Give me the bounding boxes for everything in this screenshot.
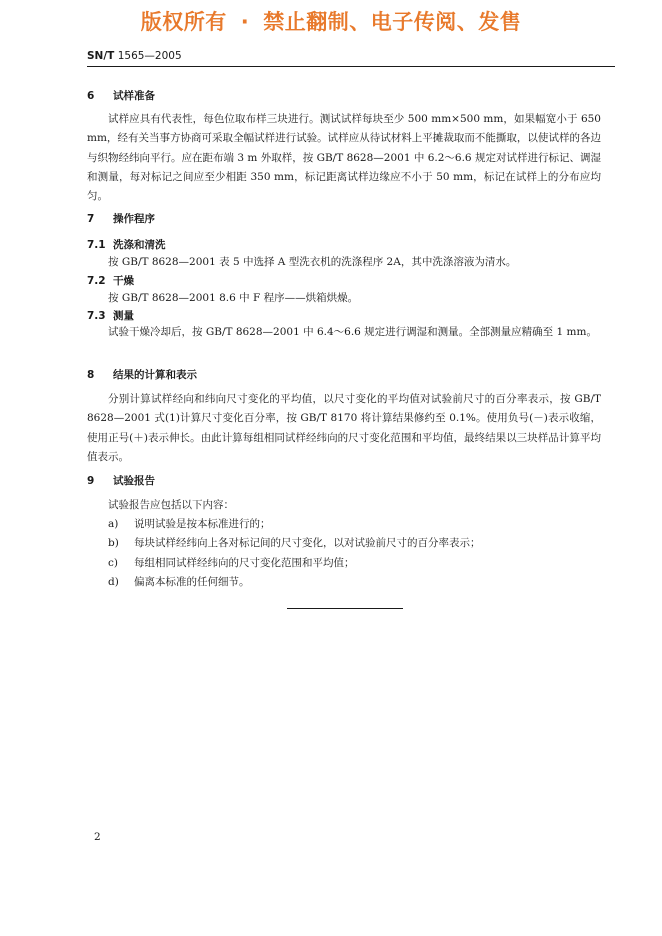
- section-number: 9: [87, 475, 95, 487]
- subsection-7-3-text: 试验干燥冷却后，按 GB/T 8628—2001 中 6.4～6.6 规定进行调湿和测量。全部测量应精确至 1 mm。: [108, 326, 597, 338]
- list-item-text: 说明试验是按本标准进行的；: [134, 518, 271, 530]
- subsection-number: 7.3: [87, 310, 106, 322]
- list-item-label: c): [108, 556, 118, 569]
- list-item-label: a): [108, 518, 119, 530]
- section-title: 结果的计算和表示: [113, 369, 197, 381]
- section-8-heading: [87, 367, 197, 383]
- section-number: 7: [87, 213, 95, 225]
- end-of-document-line: [287, 608, 403, 609]
- subsection-number: 7.2: [87, 275, 106, 287]
- subsection-7-3-heading: [87, 308, 134, 324]
- section-6-heading: [87, 88, 155, 104]
- section-number: 8: [87, 369, 95, 381]
- subsection-title: 干燥: [113, 275, 134, 287]
- subsection-number: 7.1: [87, 239, 106, 251]
- list-item: [87, 554, 601, 573]
- subsection-7-1-heading: [87, 237, 166, 253]
- subsection-title: 洗涤和清洗: [113, 239, 166, 251]
- section-title: 试验报告: [113, 475, 155, 487]
- subsection-7-2-heading: [87, 273, 134, 289]
- list-item-text: 偏离本标准的任何细节。: [134, 575, 250, 588]
- page-number: 2: [94, 831, 101, 843]
- subsection-title: 测量: [113, 310, 134, 322]
- section-title: 操作程序: [113, 213, 155, 225]
- report-items-list: [87, 515, 601, 592]
- header-rule: [87, 66, 615, 67]
- standard-number: 1565—2005: [117, 50, 182, 62]
- subsection-7-1-text: 按 GB/T 8628—2001 表 5 中选择 A 型洗衣机的洗涤程序 2A，其中洗涤溶液为清水。: [108, 256, 517, 268]
- section-6-paragraph: 试样应具有代表性，每色位取布样三块进行。测试试样每块至少 500 mm×500 mm，如果幅宽小于 650 mm，经有关当事方协商可采取全幅试样进行试验。试样应从待试材料上平摊裁取而不能撕取，以使试样的各边与织物经纬向平行。应在距布端 3 m 外取样，按 GB/T 8628—2001 中 6.2～6.6 规定对试样进行标记、调湿和测量，每对标记之间应至少相距 350 mm，标记距离试样边缘应不小于 50 mm，标记在试样上的分布应均匀。: [87, 113, 601, 203]
- watermark-part1: 版权所有: [140, 10, 227, 34]
- list-item-label: b): [108, 537, 119, 550]
- copyright-watermark: [0, 6, 662, 36]
- section-9-heading: [87, 473, 155, 489]
- list-item-text: 每块试样经纬向上各对标记间的尺寸变化，以对试验前尺寸的百分率表示；: [134, 537, 481, 550]
- list-item: [87, 515, 601, 534]
- section-9-intro: 试验报告应包括以下内容：: [108, 499, 234, 511]
- standard-code: [87, 50, 182, 62]
- standard-prefix: SN/T: [87, 50, 115, 62]
- section-7-heading: [87, 211, 155, 227]
- section-title: 试样准备: [113, 90, 155, 102]
- list-item-label: d): [108, 575, 119, 588]
- list-item: [87, 573, 601, 592]
- list-item: [87, 534, 601, 553]
- watermark-part2: 禁止翻制、电子传阅、发售: [263, 10, 522, 34]
- subsection-7-2-text: 按 GB/T 8628—2001 8.6 中 F 程序——烘箱烘燥。: [108, 292, 359, 304]
- watermark-separator: ·: [240, 10, 250, 34]
- section-number: 6: [87, 90, 95, 102]
- list-item-text: 每组相同试样经纬向的尺寸变化范围和平均值；: [134, 556, 355, 569]
- section-8-paragraph: 分别计算试样经向和纬向尺寸变化的平均值，以尺寸变化的平均值对试验前尺寸的百分率表示，按 GB/T 8628—2001 式(1)计算尺寸变化百分率，按 GB/T 8170 将计算结果修约至 0.1%。使用负号(－)表示收缩，使用正号(＋)表示伸长。由此计算每组相同试样经纬向的尺寸变化范围和平均值，最终结果以三块样品计算平均值表示。: [87, 393, 601, 463]
